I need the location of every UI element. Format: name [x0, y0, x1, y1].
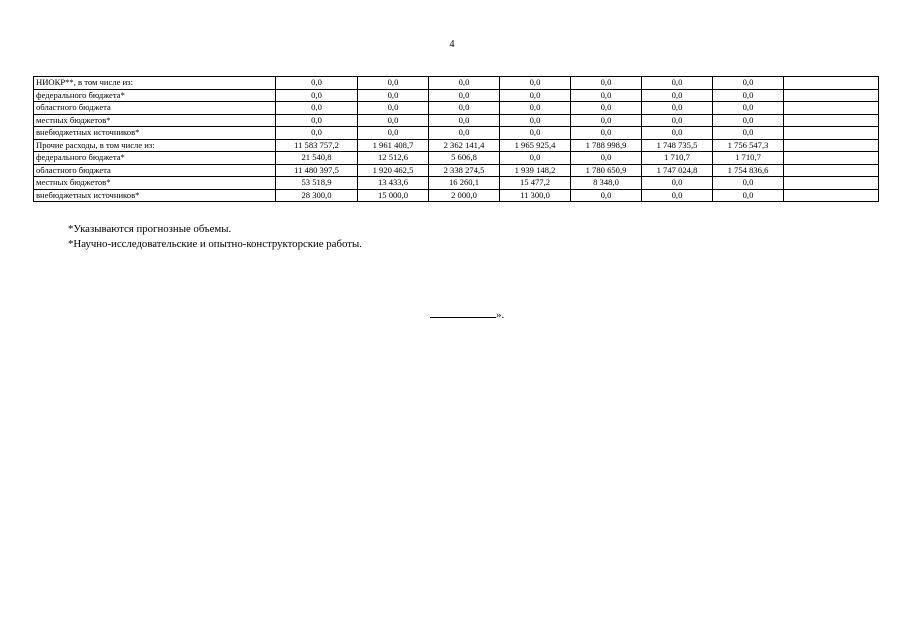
value-cell: 0,0	[642, 89, 713, 102]
table-row	[34, 164, 879, 177]
empty-cell	[784, 139, 879, 152]
value-cell: 0,0	[500, 89, 571, 102]
empty-cell	[784, 164, 879, 177]
row-label: местных бюджетов*	[34, 177, 276, 190]
value-cell: 0,0	[713, 177, 784, 190]
value-cell: 0,0	[276, 77, 358, 90]
row-label: областного бюджета	[34, 164, 276, 177]
footnote-forecast: *Указываются прогнозные объемы.	[68, 223, 232, 235]
row-label: областного бюджета	[34, 102, 276, 115]
value-cell: 11 480 397,5	[276, 164, 358, 177]
row-label: местных бюджетов*	[34, 114, 276, 127]
value-cell: 0,0	[276, 89, 358, 102]
empty-cell	[784, 102, 879, 115]
value-cell: 1 756 547,3	[713, 139, 784, 152]
value-cell: 0,0	[429, 77, 500, 90]
table-row	[34, 89, 879, 102]
value-cell: 0,0	[713, 189, 784, 202]
empty-cell	[784, 177, 879, 190]
value-cell: 0,0	[429, 127, 500, 140]
value-cell: 0,0	[358, 89, 429, 102]
signature-blank-line	[430, 308, 496, 318]
empty-cell	[784, 152, 879, 165]
table-row	[34, 152, 879, 165]
value-cell: 0,0	[500, 152, 571, 165]
value-cell: 2 000,0	[429, 189, 500, 202]
value-cell: 11 583 757,2	[276, 139, 358, 152]
value-cell: 11 300,0	[500, 189, 571, 202]
table-row	[34, 189, 879, 202]
row-label: федерального бюджета*	[34, 89, 276, 102]
closing-quote: ».	[496, 309, 505, 321]
value-cell: 0,0	[571, 114, 642, 127]
value-cell: 1 961 408,7	[358, 139, 429, 152]
value-cell: 5 606,8	[429, 152, 500, 165]
value-cell: 1 965 925,4	[500, 139, 571, 152]
table-row	[34, 127, 879, 140]
value-cell: 1 710,7	[642, 152, 713, 165]
value-cell: 0,0	[571, 127, 642, 140]
value-cell: 0,0	[358, 77, 429, 90]
value-cell: 0,0	[276, 102, 358, 115]
value-cell: 0,0	[571, 189, 642, 202]
value-cell: 0,0	[642, 127, 713, 140]
value-cell: 0,0	[429, 89, 500, 102]
value-cell: 16 260,1	[429, 177, 500, 190]
value-cell: 1 939 148,2	[500, 164, 571, 177]
closing-mark	[430, 308, 504, 321]
empty-cell	[784, 189, 879, 202]
value-cell: 1 920 462,5	[358, 164, 429, 177]
value-cell: 13 433,6	[358, 177, 429, 190]
value-cell: 0,0	[642, 189, 713, 202]
row-label: внебюджетных источников*	[34, 127, 276, 140]
value-cell: 0,0	[713, 102, 784, 115]
value-cell: 0,0	[642, 114, 713, 127]
value-cell: 0,0	[713, 89, 784, 102]
value-cell: 0,0	[276, 127, 358, 140]
table-row	[34, 114, 879, 127]
table-body	[34, 77, 879, 202]
footnotes	[68, 222, 362, 252]
value-cell: 0,0	[500, 77, 571, 90]
value-cell: 1 788 998,9	[571, 139, 642, 152]
empty-cell	[784, 114, 879, 127]
table-row	[34, 139, 879, 152]
value-cell: 15 000,0	[358, 189, 429, 202]
page-number: 4	[449, 39, 455, 50]
value-cell: 0,0	[500, 114, 571, 127]
value-cell: 0,0	[500, 127, 571, 140]
value-cell: 21 540,8	[276, 152, 358, 165]
row-label: внебюджетных источников*	[34, 189, 276, 202]
table-row	[34, 77, 879, 90]
value-cell: 1 754 836,6	[713, 164, 784, 177]
footnote-niokr: *Научно-исследовательские и опытно-конструкторские работы.	[68, 238, 362, 250]
value-cell: 0,0	[642, 77, 713, 90]
budget-table	[33, 76, 879, 202]
table-row	[34, 102, 879, 115]
empty-cell	[784, 77, 879, 90]
value-cell: 0,0	[571, 77, 642, 90]
value-cell: 0,0	[571, 102, 642, 115]
value-cell: 1 710,7	[713, 152, 784, 165]
value-cell: 2 362 141,4	[429, 139, 500, 152]
value-cell: 2 338 274,5	[429, 164, 500, 177]
value-cell: 1 748 735,5	[642, 139, 713, 152]
row-label: федерального бюджета*	[34, 152, 276, 165]
value-cell: 53 518,9	[276, 177, 358, 190]
value-cell: 0,0	[642, 177, 713, 190]
value-cell: 0,0	[429, 114, 500, 127]
empty-cell	[784, 89, 879, 102]
value-cell: 0,0	[358, 102, 429, 115]
value-cell: 0,0	[358, 114, 429, 127]
value-cell: 12 512,6	[358, 152, 429, 165]
value-cell: 28 300,0	[276, 189, 358, 202]
value-cell: 0,0	[713, 127, 784, 140]
value-cell: 0,0	[358, 127, 429, 140]
value-cell: 1 747 024,8	[642, 164, 713, 177]
value-cell: 15 477,2	[500, 177, 571, 190]
value-cell: 0,0	[276, 114, 358, 127]
row-label: Прочие расходы, в том числе из:	[34, 139, 276, 152]
value-cell: 0,0	[642, 102, 713, 115]
value-cell: 0,0	[429, 102, 500, 115]
value-cell: 0,0	[571, 152, 642, 165]
empty-cell	[784, 127, 879, 140]
value-cell: 0,0	[500, 102, 571, 115]
table-row	[34, 177, 879, 190]
value-cell: 0,0	[571, 89, 642, 102]
row-label: НИОКР**, в том числе из:	[34, 77, 276, 90]
value-cell: 0,0	[713, 77, 784, 90]
value-cell: 1 780 650,9	[571, 164, 642, 177]
value-cell: 8 348,0	[571, 177, 642, 190]
value-cell: 0,0	[713, 114, 784, 127]
